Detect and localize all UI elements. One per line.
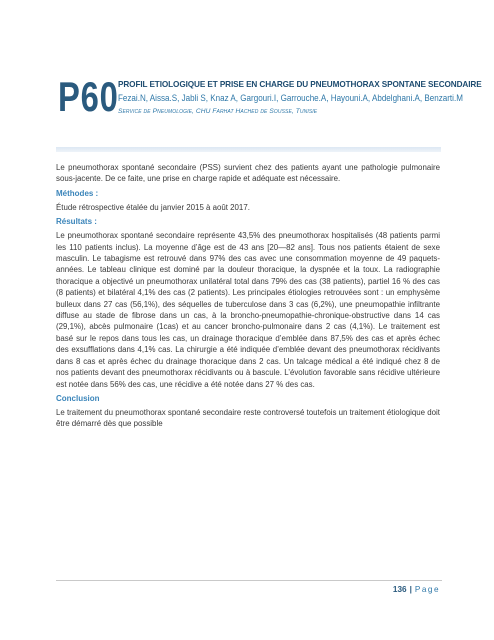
page-label: Page (414, 585, 440, 594)
page-number: 136 (392, 585, 407, 594)
poster-authors: Fezai.N, Aissa.S, Jabli S, Knaz A, Gargouri.I, Garrouche.A, Hayouni.A, Abdelghani.A, Benzarti.M (118, 93, 463, 104)
methods-paragraph: Étude rétrospective étalée du janvier 2015 à août 2017. (56, 202, 250, 212)
methods-heading: Méthodes : (56, 188, 99, 198)
poster-header (118, 80, 482, 115)
poster-title: PROFIL ETIOLOGIQUE ET PRISE EN CHARGE DU PNEUMOTHORAX SPONTANE SECONDAIRE (118, 80, 482, 89)
page-footer (393, 585, 440, 594)
header-separator (56, 147, 441, 152)
footer-rule (56, 580, 442, 581)
footer-separator: | (409, 585, 412, 594)
intro-paragraph: Le pneumothorax spontané secondaire (PSS) survient chez des patients ayant une pathologie pulmonaire sous-jacente. De ce faite, une prise en charge rapide et adéquate est nécessaire. (56, 163, 440, 184)
conclusion-heading: Conclusion (56, 393, 100, 403)
results-heading: Résultats : (56, 217, 97, 227)
conclusion-paragraph: Le traitement du pneumothorax spontané secondaire reste controversé toutefois un traitement étiologique doit être démarré dès que possible (56, 407, 440, 429)
results-paragraph: Le pneumothorax spontané secondaire représente 43,5% des pneumothorax hospitalisés (48 patients parmi les 110 patients inclus). La moyenne d’âge est de 43 ans [20—82 ans]. Tous nos patients étaient de sexe masculin. Le tabagisme est retrouvé dans 97% des cas avec une consommation moyenne de 49 paquets-années. Le tableau clinique est dominé par la douleur thoracique, la dyspnée et la toux. La radiographie thoracique a objectivé un pneumothorax unilatéral total dans 79% des cas (38 patients), partiel 16 % des cas (8 patients) et bilatéral 4,1% des cas (2 patients). Les principales étiologies retrouvées sont : un emphysème bulleux dans 27 cas (56,1%), des séquelles de tuberculose dans 3 cas (6,2%), une pneumopathie infiltrante diffuse au stade de fibrose dans un cas, à la broncho-pneumopathie-chronique-obstructive dans 14 cas (29,1%), abcès pulmonaire (1cas) et au cancer broncho-pulmonaire dans 2 cas (4,1%). Le traitement est basé sur le repos dans tous les cas, un drainage thoracique d’emblée dans 87,5% des cas et après échec des exsufflations dans 4,1% cas. La chirurgie a été indiquée d’emblée devant des pneumothorax récidivants dans 8 cas et après échec du drainage thoracique dans 2 cas. Un talcage médical a été indiqué chez 8 de nos patients devant des pneumothorax récidivants ou à bascule. L’évolution favorable sans récidive ultérieure est notée dans 56% des cas, une récidive a été notée dans 27 % des cas. (56, 231, 440, 389)
abstract-body (56, 162, 440, 434)
poster-affiliation: Service de Pneumologie, CHU Farhat Hached de Sousse, Tunisie (118, 108, 318, 115)
poster-code: P60 (58, 73, 119, 120)
